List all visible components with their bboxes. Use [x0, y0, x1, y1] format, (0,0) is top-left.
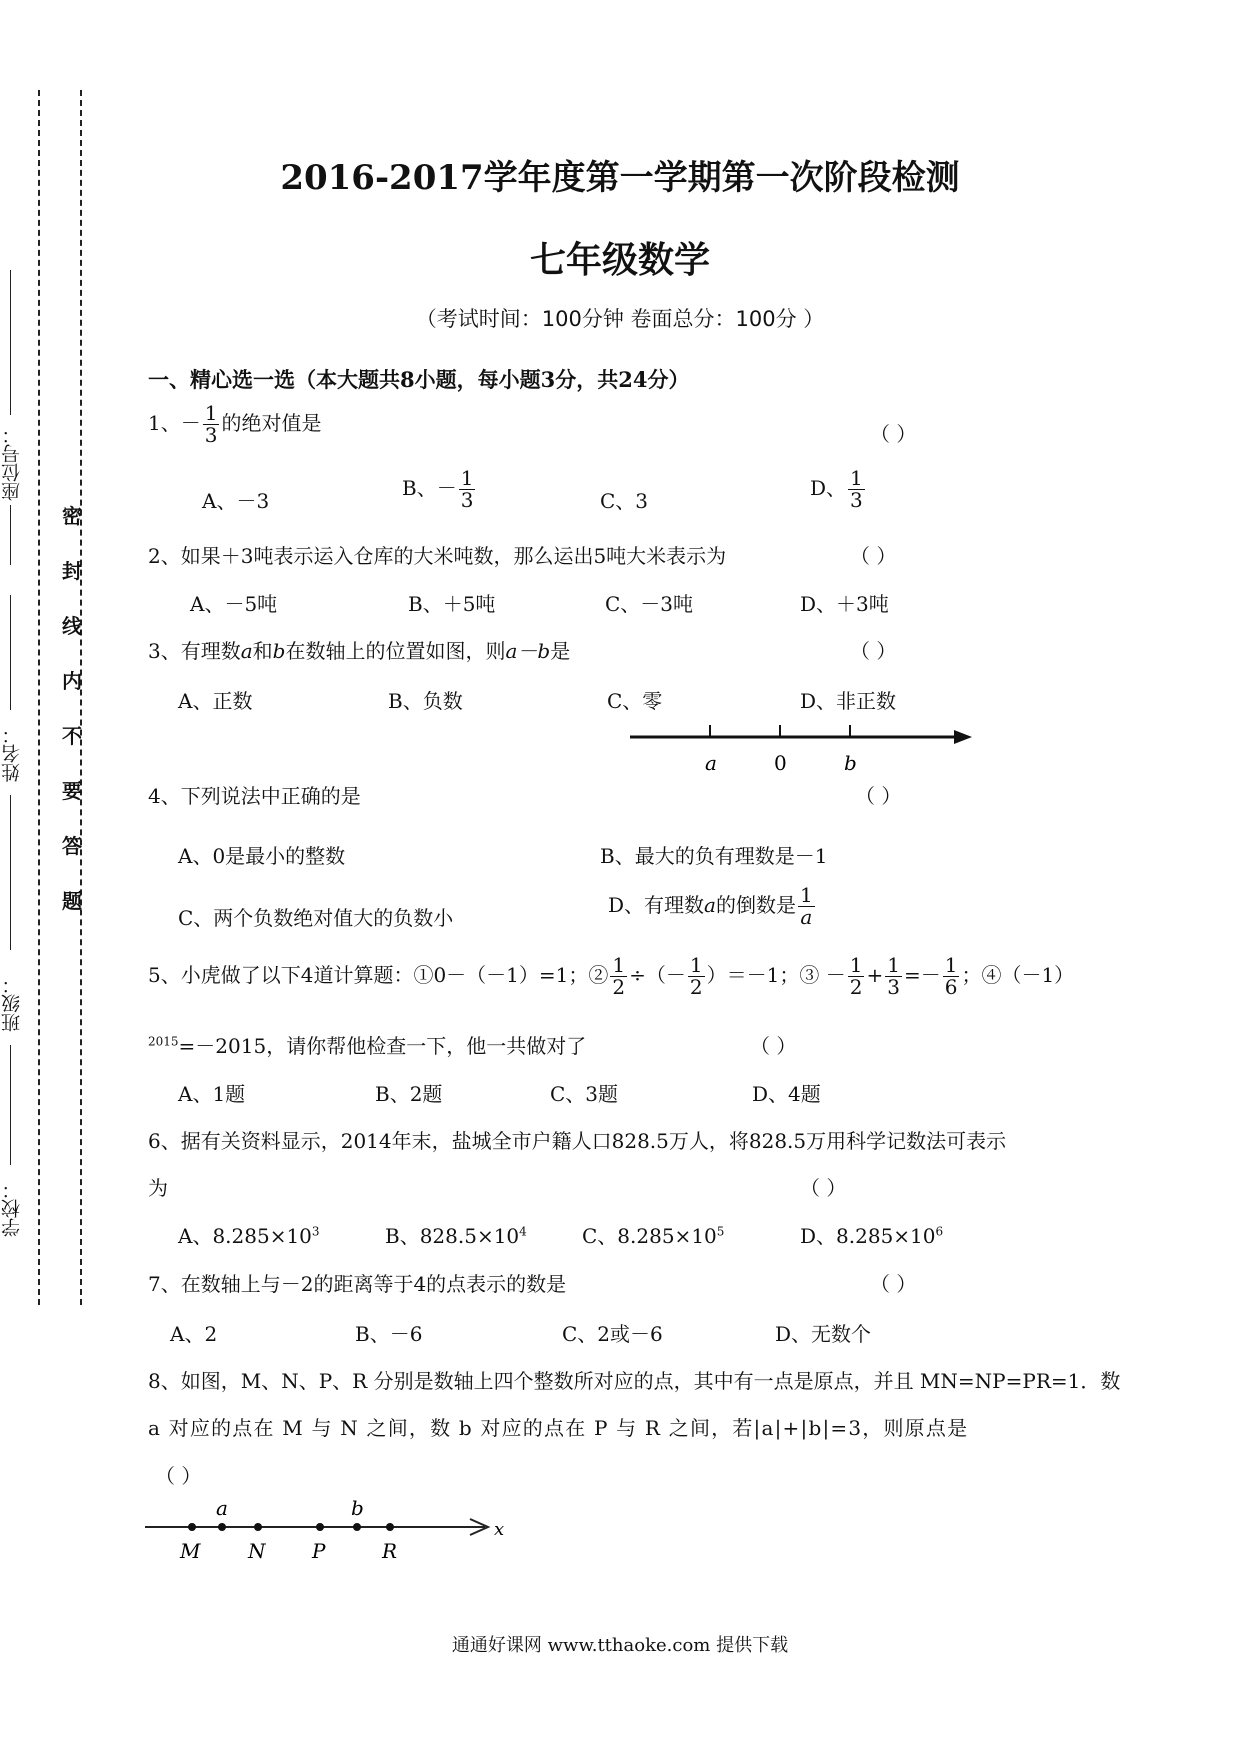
- q4-option-b: B、最大的负有理数是－1: [600, 844, 828, 868]
- q7-option-a: A、2: [170, 1322, 218, 1346]
- class-label: 班级：: [1, 975, 23, 1032]
- q8-point-N: [254, 1523, 262, 1531]
- seat-number-underline: [10, 270, 11, 415]
- seal-char: 内: [62, 669, 82, 693]
- q3-option-b: B、负数: [388, 689, 463, 713]
- q3-expr: a－b: [505, 639, 551, 663]
- q1-option-a: A、－3: [202, 489, 270, 513]
- q5-frac-3: [848, 955, 865, 998]
- q5-exponent: 2015: [148, 1034, 179, 1049]
- q6-option-d: [800, 1220, 943, 1249]
- q1-option-c: C、3: [600, 489, 649, 513]
- q5-f5-den: 6: [944, 975, 958, 999]
- question-2: 2、如果＋3吨表示运入仓库的大米吨数，那么运出5吨大米表示为: [148, 544, 727, 568]
- q5-f3-den: 2: [849, 975, 863, 999]
- q3-axis-arrow: [954, 730, 972, 744]
- name-underline-2: [10, 795, 11, 950]
- q3-var-a: a: [240, 639, 253, 663]
- q8-label-x: x: [494, 1519, 505, 1540]
- q6-a-exp: 3: [311, 1224, 320, 1239]
- seal-char: 线: [62, 614, 82, 638]
- q1-d-den: 3: [850, 488, 863, 512]
- q5-part-5: =－: [903, 963, 941, 987]
- q1-d-num: 1: [850, 466, 863, 490]
- q3-mid: 在数轴上的位置如图，则: [285, 639, 506, 663]
- q1-option-d-fraction: [848, 468, 865, 511]
- q1-fraction: [203, 403, 220, 446]
- q3-label-b: b: [844, 751, 857, 775]
- q1-option-d-prefix: D、: [810, 476, 847, 500]
- q5-part-2: ÷（－: [629, 963, 686, 987]
- q6-option-a: [178, 1220, 320, 1249]
- q7-answer-paren[interactable]: （ ）: [870, 1272, 917, 1296]
- q1-minus: －: [180, 411, 201, 435]
- q3-option-d: D、非正数: [800, 689, 897, 713]
- question-3: [148, 635, 570, 664]
- seat-number-label: 座位号：: [1, 425, 23, 501]
- q6-b-exp: 4: [519, 1224, 527, 1239]
- q4-d-mid: 的倒数是: [715, 893, 796, 917]
- q5-f2-num: 1: [689, 953, 703, 977]
- q8-label-R: R: [382, 1539, 398, 1563]
- q3-option-a: A、正数: [178, 689, 253, 713]
- q5-option-c: C、3题: [550, 1082, 619, 1106]
- q1-b-num: 1: [460, 466, 474, 490]
- seal-char: 不: [62, 724, 82, 748]
- q6-c-base: C、8.285×10: [582, 1224, 717, 1248]
- question-8-line-2: a 对应的点在 M 与 N 之间，数 b 对应的点在 P 与 R 之间，若|a|+|b|=3，则原点是: [148, 1416, 969, 1440]
- q8-point-P: [316, 1523, 324, 1531]
- exam-title: 2016-2017学年度第一学期第一次阶段检测: [280, 158, 960, 198]
- q3-label-0: 0: [774, 751, 787, 775]
- q3-label-a: a: [705, 751, 717, 775]
- q4-option-a: A、0是最小的整数: [178, 844, 346, 868]
- seat-number-underline-2: [10, 505, 11, 565]
- q8-point-M: [188, 1523, 196, 1531]
- q4-option-d: [608, 885, 817, 928]
- q6-answer-paren[interactable]: （ ）: [800, 1176, 847, 1200]
- q2-answer-paren[interactable]: （ ）: [850, 544, 897, 568]
- q5-part-4: +: [866, 963, 884, 987]
- class-underline: [10, 1045, 11, 1165]
- question-1: [148, 403, 321, 446]
- q6-d-exp: 6: [935, 1224, 944, 1239]
- q8-point-b: [353, 1523, 361, 1531]
- q5-option-b: B、2题: [375, 1082, 443, 1106]
- q5-f1-den: 2: [612, 975, 626, 999]
- q4-d-num: 1: [799, 883, 813, 907]
- question-6-line-2: 为: [148, 1176, 168, 1200]
- q7-option-d: D、无数个: [775, 1322, 872, 1346]
- q4-d-pre: D、有理数: [608, 893, 705, 917]
- seal-char: 密: [62, 504, 82, 528]
- q8-point-R: [386, 1523, 394, 1531]
- seal-char: 要: [62, 779, 82, 803]
- q2-option-b: B、＋5吨: [408, 592, 496, 616]
- question-4: 4、下列说法中正确的是: [148, 784, 361, 808]
- question-5-line-2: [148, 1030, 586, 1059]
- q4-d-den: a: [800, 905, 813, 929]
- q2-option-a: A、－5吨: [190, 592, 278, 616]
- q1-text: 的绝对值是: [221, 411, 322, 435]
- question-7: 7、在数轴上与－2的距离等于4的点表示的数是: [148, 1272, 567, 1296]
- q5-answer-paren[interactable]: （ ）: [750, 1034, 797, 1058]
- q8-label-a: a: [216, 1496, 228, 1520]
- q4-answer-paren[interactable]: （ ）: [855, 784, 902, 808]
- q3-pre: 3、有理数: [148, 639, 241, 663]
- q4-d-fraction: [798, 885, 815, 928]
- q6-option-c: [582, 1220, 724, 1249]
- q5-option-d: D、4题: [752, 1082, 821, 1106]
- q5-frac-4: [885, 955, 902, 998]
- exam-info: （考试时间：100分钟 卷面总分：100分 ）: [415, 307, 825, 331]
- q5-f1-num: 1: [612, 953, 626, 977]
- name-label: 姓名：: [1, 725, 23, 782]
- q1-option-b-fraction: [459, 468, 476, 511]
- q5-part-3: ）＝－1；③ －: [706, 963, 846, 987]
- q1-option-b-prefix: B、－: [402, 476, 457, 500]
- q3-number-line: [620, 715, 980, 775]
- q3-and: 和: [252, 639, 273, 663]
- q2-option-d: D、＋3吨: [800, 592, 889, 616]
- q8-label-P: P: [312, 1539, 326, 1563]
- seal-char: 题: [62, 889, 82, 913]
- q1-frac-num: 1: [204, 401, 218, 425]
- q8-label-b: b: [351, 1496, 364, 1520]
- section-note: （本大题共8小题，每小题3分，共24分）: [295, 367, 690, 392]
- q8-label-N: N: [248, 1539, 266, 1563]
- q5-f2-den: 2: [689, 975, 703, 999]
- q1-answer-paren[interactable]: （ ）: [870, 422, 917, 446]
- q1-number: 1、: [148, 411, 181, 435]
- q4-option-c: C、两个负数绝对值大的负数小: [178, 906, 454, 930]
- q1-b-den: 3: [460, 488, 474, 512]
- q5-frac-1: [610, 955, 627, 998]
- q6-a-base: A、8.285×10: [178, 1224, 312, 1248]
- q6-c-exp: 5: [716, 1224, 725, 1239]
- q5-part-1: 5、小虎做了以下4道计算题：①0－（－1）=1；②: [148, 963, 609, 987]
- q8-label-M: M: [180, 1539, 201, 1563]
- q5-f4-num: 1: [887, 953, 900, 977]
- q3-var-b: b: [272, 639, 286, 663]
- school-label: 学校：: [1, 1180, 23, 1237]
- question-5: [148, 955, 1074, 998]
- q8-number-line: [140, 1495, 520, 1565]
- q3-post: 是: [550, 639, 571, 663]
- q8-answer-paren[interactable]: （ ）: [155, 1464, 202, 1488]
- question-8-line-1: 8、如图，M、N、P、R 分别是数轴上四个整数所对应的点，其中有一点是原点，并且 MN=NP=PR=1．数: [148, 1369, 1121, 1393]
- q5-part-6: ；④（－1）: [961, 963, 1075, 987]
- q5-option-a: A、1题: [178, 1082, 246, 1106]
- section-title: 一、精心选一选: [148, 367, 295, 392]
- q6-b-base: B、828.5×10: [385, 1224, 520, 1248]
- q5-frac-2: [688, 955, 705, 998]
- name-underline: [10, 595, 11, 710]
- seal-char: 答: [62, 834, 82, 858]
- seal-char: 封: [62, 559, 82, 583]
- q6-d-base: D、8.285×10: [800, 1224, 936, 1248]
- q5-frac-5: [943, 955, 960, 998]
- q3-option-c: C、零: [607, 689, 663, 713]
- q8-point-a: [218, 1523, 226, 1531]
- q1-option-b: [402, 468, 477, 511]
- q5-f5-num: 1: [944, 953, 958, 977]
- exam-subtitle: 七年级数学: [529, 239, 710, 281]
- q6-option-b: [385, 1220, 527, 1249]
- q7-option-b: B、－6: [355, 1322, 423, 1346]
- section-heading: [148, 364, 689, 394]
- q2-option-c: C、－3吨: [605, 592, 694, 616]
- q5-line-2-text: =－2015，请你帮他检查一下，他一共做对了: [178, 1034, 587, 1058]
- q7-option-c: C、2或－6: [562, 1322, 663, 1346]
- q1-option-d: [810, 468, 867, 511]
- q1-frac-den: 3: [204, 423, 218, 447]
- q5-f3-num: 1: [849, 953, 863, 977]
- q3-answer-paren[interactable]: （ ）: [850, 639, 897, 663]
- q5-f4-den: 3: [887, 975, 900, 999]
- q4-d-var: a: [704, 893, 716, 917]
- footer-source: 通通好课网 www.tthaoke.com 提供下载: [451, 1635, 789, 1656]
- question-6-line-1: 6、据有关资料显示，2014年末，盐城全市户籍人口828.5万人，将828.5万用科学记数法可表示: [148, 1129, 1007, 1153]
